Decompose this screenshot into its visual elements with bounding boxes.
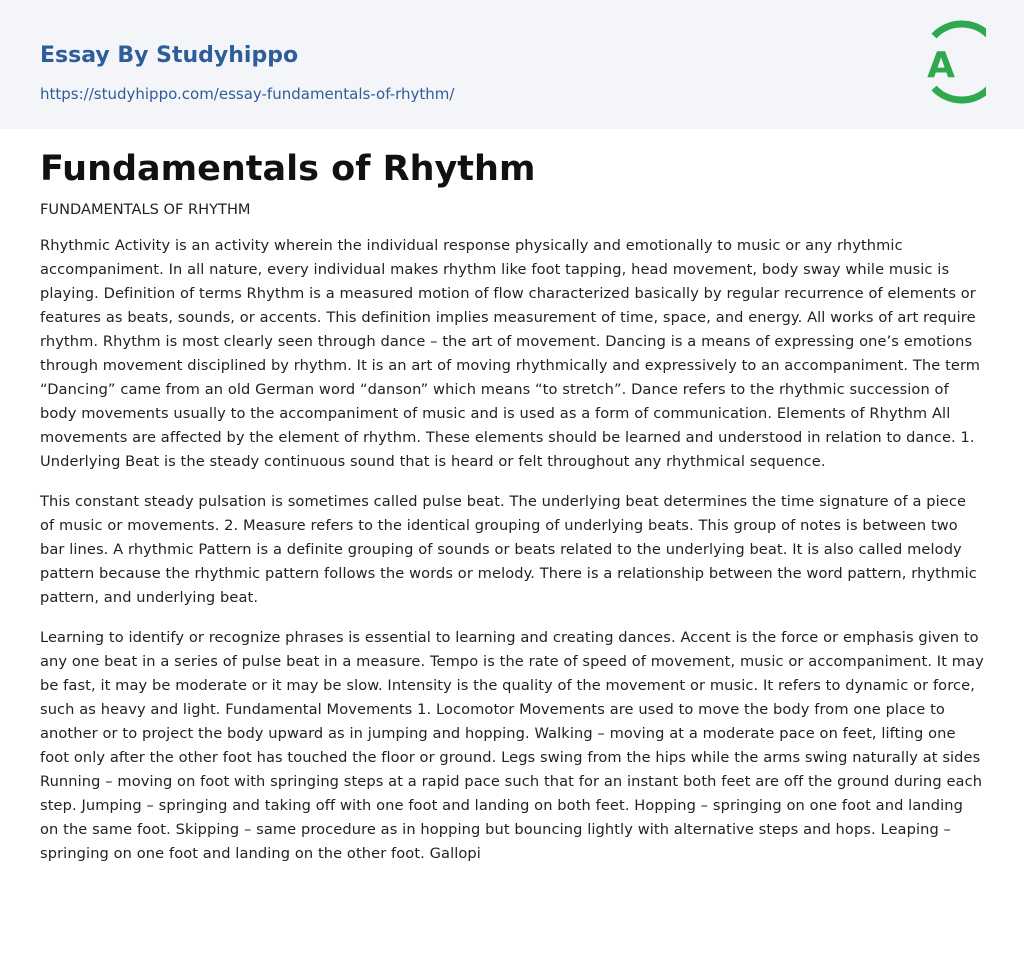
essay-paragraph: Learning to identify or recognize phrases is essential to learning and creating dances. Accent is the force or emphasis given to any one beat in a series of pulse beat in a measure. Tempo is the rate of speed of movement, music or accompaniment. It may be fast, it may be moderate or it may be slow. Intensity is the quality of the movement or music. It refers to dynamic or force, such as heavy and light. Fundamental Movements 1. Locomotor Movements are used to move the body from one place to another or to project the body upward as in jumping and hopping. Walking – moving at a moderate pace on feet, lifting one foot only after the other foot has touched the floor or ground. Legs swing from the hips while the arms swing naturally at sides Running – moving on foot with springing steps at a rapid pace such that for an instant both feet are off the ground during each step. Jumping – springing and taking off with one foot and landing on both feet. Hopping – springing on one foot and landing on the same foot. Skipping – same procedure as in hopping but bouncing lightly with alternative steps and hops. Leaping – springing on one foot and landing on the other foot. Gallopi xyxy=(40,629,984,862)
essay-subtitle: FUNDAMENTALS OF RHYTHM xyxy=(40,201,251,218)
page-title: Fundamentals of Rhythm xyxy=(40,149,536,189)
essay-body xyxy=(40,234,984,882)
essay-paragraph: This constant steady pulsation is sometimes called pulse beat. The underlying beat determines the time signature of a piece of music or movements. 2. Measure refers to the identical grouping of underlying beats. This group of notes is between two bar lines. A rhythmic Pattern is a definite grouping of sounds or beats related to the underlying beat. It is also called melody pattern because the rhythmic pattern follows the words or melody. There is a relationship between the word pattern, rhythmic pattern, and underlying beat. xyxy=(40,493,977,606)
studyhippo-logo-icon[interactable] xyxy=(912,19,986,105)
essay-url-link[interactable]: https://studyhippo.com/essay-fundamentals-of-rhythm/ xyxy=(40,85,455,103)
logo-letter: A xyxy=(927,45,955,86)
site-title[interactable]: Essay By Studyhippo xyxy=(40,43,299,68)
essay-paragraph: Rhythmic Activity is an activity wherein the individual response physically and emotionally to music or any rhythmic accompaniment. In all nature, every individual makes rhythm like foot tapping, head movement, body sway while music is playing. Definition of terms Rhythm is a measured motion of flow characterized basically by regular recurrence of elements or features as beats, sounds, or accents. This definition implies measurement of time, space, and energy. All works of art require rhythm. Rhythm is most clearly seen through dance – the art of movement. Dancing is a means of expressing one’s emotions through movement disciplined by rhythm. It is an art of moving rhythmically and expressively to an accompaniment. The term “Dancing” came from an old German word “danson” which means “to stretch”. Dance refers to the rhythmic succession of body movements usually to the accompaniment of music and is used as a form of communication. Elements of Rhythm All movements are affected by the element of rhythm. These elements should be learned and understood in relation to dance. 1. Underlying Beat is the steady continuous sound that is heard or felt throughout any rhythmical sequence. xyxy=(40,237,981,470)
